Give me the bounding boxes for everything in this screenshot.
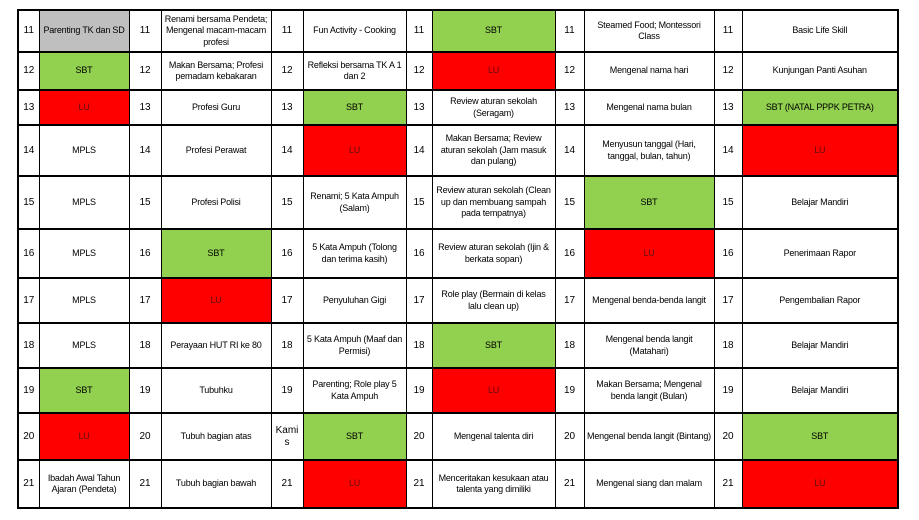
activity-cell: Makan Bersama; Review aturan sekolah (Jam masuk dan pulang) (432, 125, 555, 176)
activity-cell: Review aturan sekolah (Clean up dan membuang sampah pada tempatnya) (432, 176, 555, 229)
activity-cell: Tubuh bagian bawah (161, 460, 271, 508)
sbt-cell: SBT (161, 229, 271, 278)
date-cell: 20 (555, 413, 584, 460)
activity-cell: Profesi Polisi (161, 176, 271, 229)
activity-cell: Makan Bersama; Profesi pemadam kebakaran (161, 52, 271, 90)
activity-cell: Menyusun tanggal (Hari, tanggal, bulan, tahun) (584, 125, 714, 176)
activity-cell: Ibadah Awal Tahun Ajaran (Pendeta) (39, 460, 129, 508)
date-cell: 12 (18, 52, 39, 90)
date-cell: 20 (406, 413, 432, 460)
lu-cell: LU (584, 229, 714, 278)
date-cell: 13 (714, 90, 742, 125)
activity-cell: Tubuh bagian atas (161, 413, 271, 460)
sbt-cell: SBT (742, 413, 898, 460)
date-cell: 11 (18, 10, 39, 52)
schedule-table (17, 9, 899, 509)
activity-cell: Profesi Guru (161, 90, 271, 125)
date-cell: 14 (714, 125, 742, 176)
lu-cell: LU (39, 90, 129, 125)
date-cell: 17 (406, 278, 432, 323)
date-cell: 21 (714, 460, 742, 508)
date-cell: 11 (129, 10, 161, 52)
activity-cell: Mengenal talenta diri (432, 413, 555, 460)
activity-cell: Review aturan sekolah (Seragam) (432, 90, 555, 125)
activity-cell: Perayaan HUT RI ke 80 (161, 323, 271, 368)
table-row (18, 460, 898, 508)
date-cell: 13 (129, 90, 161, 125)
sbt-cell: SBT (432, 323, 555, 368)
activity-cell: 5 Kata Ampuh (Maaf dan Permisi) (303, 323, 406, 368)
parenting-cell: Parenting TK dan SD (39, 10, 129, 52)
table-row (18, 229, 898, 278)
date-cell: 13 (271, 90, 303, 125)
sbt-cell: SBT (432, 10, 555, 52)
date-cell: 16 (555, 229, 584, 278)
activity-cell: Mengenal benda langit (Bintang) (584, 413, 714, 460)
table-row (18, 52, 898, 90)
date-cell: 18 (555, 323, 584, 368)
table-row (18, 125, 898, 176)
date-cell: 19 (406, 368, 432, 413)
date-cell: 19 (18, 368, 39, 413)
date-cell: 21 (129, 460, 161, 508)
activity-cell: Penyuluhan Gigi (303, 278, 406, 323)
activity-cell: MPLS (39, 229, 129, 278)
activity-cell: Belajar Mandiri (742, 368, 898, 413)
table-row (18, 323, 898, 368)
lu-cell: LU (39, 413, 129, 460)
date-cell: 12 (129, 52, 161, 90)
date-cell: 16 (129, 229, 161, 278)
schedule-table-body (18, 10, 898, 508)
activity-cell: Steamed Food; Montessori Class (584, 10, 714, 52)
date-cell: 12 (406, 52, 432, 90)
date-cell: 17 (129, 278, 161, 323)
date-cell: 15 (129, 176, 161, 229)
activity-cell: Mengenal benda-benda langit (584, 278, 714, 323)
date-cell: 21 (18, 460, 39, 508)
date-cell: 16 (271, 229, 303, 278)
sbt-cell: SBT (NATAL PPPK PETRA) (742, 90, 898, 125)
date-cell: 17 (18, 278, 39, 323)
activity-cell: Role play (Bermain di kelas lalu clean up) (432, 278, 555, 323)
date-cell: 20 (714, 413, 742, 460)
date-cell: 18 (18, 323, 39, 368)
activity-cell: Mengenal benda langit (Matahari) (584, 323, 714, 368)
activity-cell: Parenting; Role play 5 Kata Ampuh (303, 368, 406, 413)
activity-cell: Menceritakan kesukaan atau talenta yang dimiliki (432, 460, 555, 508)
activity-cell: MPLS (39, 278, 129, 323)
activity-cell: MPLS (39, 323, 129, 368)
date-cell: 21 (406, 460, 432, 508)
sbt-cell: SBT (303, 90, 406, 125)
date-cell: 17 (714, 278, 742, 323)
date-cell: 14 (555, 125, 584, 176)
date-cell: 15 (714, 176, 742, 229)
lu-cell: LU (742, 460, 898, 508)
date-cell: 15 (406, 176, 432, 229)
sbt-cell: SBT (39, 52, 129, 90)
date-cell: 14 (271, 125, 303, 176)
date-cell: 11 (555, 10, 584, 52)
activity-cell: MPLS (39, 176, 129, 229)
sbt-cell: SBT (303, 413, 406, 460)
activity-cell: Review aturan sekolah (Ijin & berkata sopan) (432, 229, 555, 278)
date-cell: 17 (271, 278, 303, 323)
activity-cell: Belajar Mandiri (742, 323, 898, 368)
date-cell: 15 (555, 176, 584, 229)
date-cell: 17 (555, 278, 584, 323)
lu-cell: LU (432, 52, 555, 90)
activity-cell: Refleksi bersama TK A 1 dan 2 (303, 52, 406, 90)
activity-cell: Fun Activity - Cooking (303, 10, 406, 52)
sbt-cell: SBT (39, 368, 129, 413)
date-cell: 14 (406, 125, 432, 176)
activity-cell: Belajar Mandiri (742, 176, 898, 229)
date-cell: 18 (714, 323, 742, 368)
date-cell: 12 (271, 52, 303, 90)
date-cell: Kamis (271, 413, 303, 460)
date-cell: 12 (555, 52, 584, 90)
activity-cell: Pengembalian Rapor (742, 278, 898, 323)
date-cell: 21 (271, 460, 303, 508)
table-row (18, 10, 898, 52)
activity-cell: Renami bersama Pendeta; Mengenal macam-macam profesi (161, 10, 271, 52)
date-cell: 11 (714, 10, 742, 52)
date-cell: 11 (406, 10, 432, 52)
activity-cell: Makan Bersama; Mengenal benda langit (Bulan) (584, 368, 714, 413)
date-cell: 20 (129, 413, 161, 460)
date-cell: 20 (18, 413, 39, 460)
table-row (18, 176, 898, 229)
sbt-cell: SBT (584, 176, 714, 229)
activity-cell: Mengenal nama hari (584, 52, 714, 90)
date-cell: 19 (129, 368, 161, 413)
date-cell: 13 (555, 90, 584, 125)
activity-cell: Basic Life Skill (742, 10, 898, 52)
activity-cell: Mengenal nama bulan (584, 90, 714, 125)
activity-cell: Profesi Perawat (161, 125, 271, 176)
date-cell: 19 (714, 368, 742, 413)
date-cell: 16 (406, 229, 432, 278)
date-cell: 18 (271, 323, 303, 368)
date-cell: 15 (18, 176, 39, 229)
table-row (18, 413, 898, 460)
activity-cell: Tubuhku (161, 368, 271, 413)
date-cell: 14 (18, 125, 39, 176)
activity-cell: Penerimaan Rapor (742, 229, 898, 278)
date-cell: 15 (271, 176, 303, 229)
table-row (18, 278, 898, 323)
lu-cell: LU (303, 125, 406, 176)
date-cell: 13 (406, 90, 432, 125)
activity-cell: 5 Kata Ampuh (Tolong dan terima kasih) (303, 229, 406, 278)
date-cell: 18 (129, 323, 161, 368)
lu-cell: LU (303, 460, 406, 508)
date-cell: 18 (406, 323, 432, 368)
lu-cell: LU (742, 125, 898, 176)
date-cell: 11 (271, 10, 303, 52)
date-cell: 19 (555, 368, 584, 413)
date-cell: 19 (271, 368, 303, 413)
date-cell: 13 (18, 90, 39, 125)
table-row (18, 90, 898, 125)
date-cell: 21 (555, 460, 584, 508)
activity-cell: Kunjungan Panti Asuhan (742, 52, 898, 90)
lu-cell: LU (432, 368, 555, 413)
date-cell: 16 (18, 229, 39, 278)
activity-cell: MPLS (39, 125, 129, 176)
date-cell: 16 (714, 229, 742, 278)
activity-cell: Renami; 5 Kata Ampuh (Salam) (303, 176, 406, 229)
table-row (18, 368, 898, 413)
date-cell: 14 (129, 125, 161, 176)
lu-cell: LU (161, 278, 271, 323)
activity-cell: Mengenal siang dan malam (584, 460, 714, 508)
date-cell: 12 (714, 52, 742, 90)
